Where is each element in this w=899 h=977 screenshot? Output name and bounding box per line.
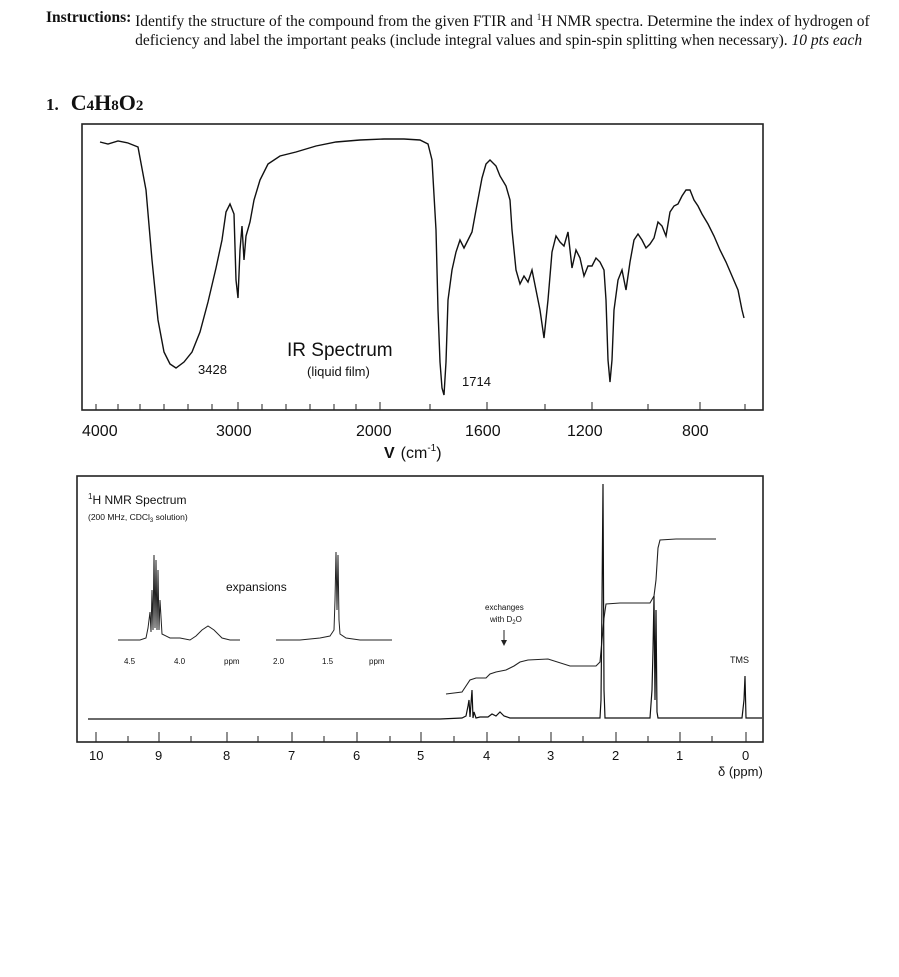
nmr-integral-trace — [446, 539, 716, 694]
nmr-exchange-arrowhead — [501, 640, 507, 646]
nmr-tick-8: 8 — [223, 748, 231, 763]
nmr-exp2-ppm: ppm — [369, 657, 385, 666]
instructions-text-part2: H NMR spectra. Determine the index of hydrogen of deficiency and label the important peaks (include integral values and spin-spin splitting when necessary). — [135, 13, 870, 50]
h-superscript: 1 — [536, 12, 542, 22]
nmr-exp2-tick-2.0: 2.0 — [273, 657, 285, 666]
nmr-exp2-tick-1.5: 1.5 — [322, 657, 334, 666]
ir-axis-label: V $(cm^{-1})$ — [384, 443, 442, 462]
nmr-axis-label: δ (ppm) — [718, 764, 763, 779]
nmr-tick-6: 6 — [353, 748, 361, 763]
nmr-expansion-1-trace — [118, 555, 240, 640]
nmr-title: $^1$H NMR Spectrum — [88, 492, 187, 507]
nmr-tick-7: 7 — [288, 748, 296, 763]
problem-number: 1. — [46, 95, 59, 114]
nmr-expansion-2-trace — [276, 552, 392, 640]
nmr-tick-0: 0 — [742, 748, 750, 763]
ir-tick-800: 800 — [682, 423, 709, 440]
nmr-expansions-label: expansions — [226, 580, 287, 594]
nmr-tms-label: TMS — [730, 655, 749, 665]
nmr-exchange-note-2: with $D_2O$ — [490, 615, 522, 626]
nmr-tick-1: 1 — [676, 748, 684, 763]
ir-tick-2000: 2000 — [356, 423, 392, 440]
instructions-text-part1: Identify the structure of the compound from the given FTIR and — [135, 13, 537, 31]
nmr-tick-5: 5 — [417, 748, 425, 763]
nmr-axis-ticks — [96, 732, 746, 742]
ir-peak-1714: 1714 — [462, 374, 491, 389]
nmr-trace — [88, 484, 762, 719]
points-note: 10 pts each — [791, 32, 863, 50]
nmr-exp1-tick-4.0: 4.0 — [174, 657, 186, 666]
nmr-exp1-ppm: ppm — [224, 657, 240, 666]
nmr-tick-10: 10 — [89, 748, 104, 763]
ir-subtitle: (liquid film) — [307, 364, 370, 379]
nmr-tick-2: 2 — [612, 748, 620, 763]
ir-title: IR Spectrum — [287, 340, 393, 361]
molecular-formula: C4H8O2 — [70, 90, 144, 115]
instructions-label: Instructions: — [46, 9, 132, 26]
ir-tick-4000: 4000 — [82, 423, 118, 440]
ir-tick-3000: 3000 — [216, 423, 252, 440]
ir-peak-3428: 3428 — [198, 362, 227, 377]
nmr-exchange-note-1: exchanges — [485, 603, 524, 612]
nmr-tick-4: 4 — [483, 748, 491, 763]
ir-tick-1200: 1200 — [567, 423, 603, 440]
nmr-subtitle: (200 MHz, CDCl$_3$ solution) — [88, 512, 188, 524]
nmr-exp1-tick-4.5: 4.5 — [124, 657, 136, 666]
ir-tick-1600: 1600 — [465, 423, 501, 440]
nmr-tick-9: 9 — [155, 748, 163, 763]
nmr-tick-3: 3 — [547, 748, 555, 763]
